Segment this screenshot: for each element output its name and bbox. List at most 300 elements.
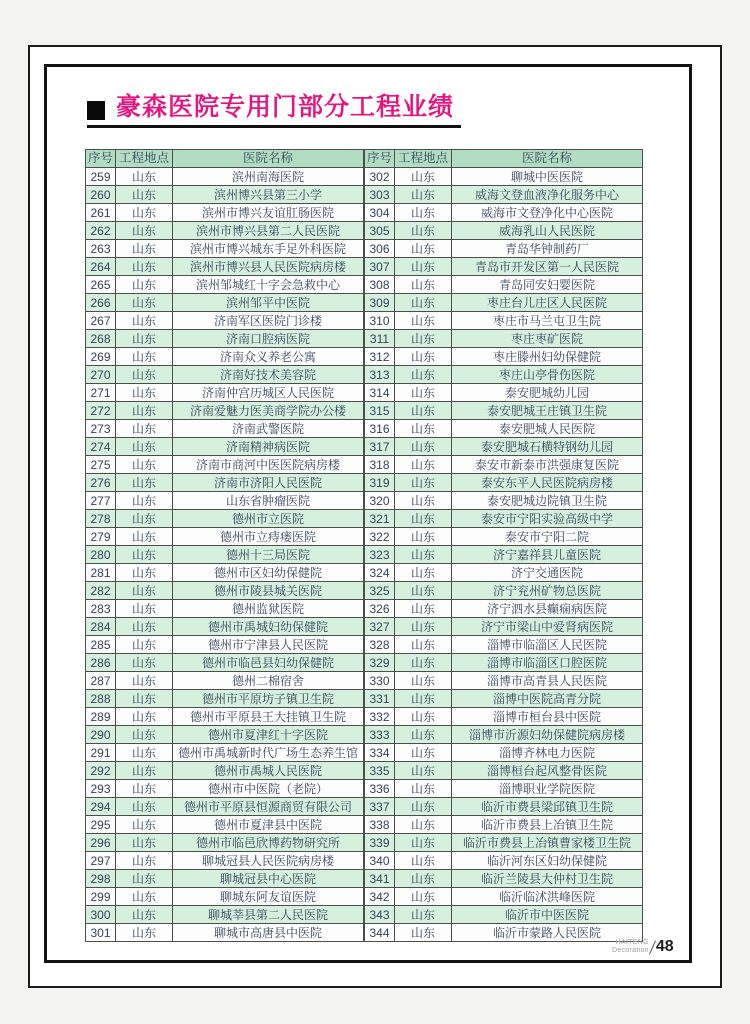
location-cell: 山东 <box>395 258 452 276</box>
location-cell: 山东 <box>395 870 452 888</box>
table-row <box>365 204 643 222</box>
serial-cell: 339 <box>365 834 395 852</box>
location-cell: 山东 <box>116 258 173 276</box>
location-cell: 山东 <box>395 330 452 348</box>
hospital-name-cell: 威海文登血液净化服务中心 <box>452 186 643 204</box>
header-location: 工程地点 <box>395 150 452 168</box>
serial-cell: 306 <box>365 240 395 258</box>
serial-cell: 281 <box>86 564 116 582</box>
location-cell: 山东 <box>395 420 452 438</box>
serial-cell: 304 <box>365 204 395 222</box>
location-cell: 山东 <box>116 726 173 744</box>
hospital-name-cell: 德州市平原坊子镇卫生院 <box>173 690 364 708</box>
hospital-name-cell: 淄博市临淄区口腔医院 <box>452 654 643 672</box>
serial-cell: 332 <box>365 708 395 726</box>
serial-cell: 297 <box>86 852 116 870</box>
table-row <box>86 708 364 726</box>
hospital-name-cell: 泰安肥城石横特钢幼儿园 <box>452 438 643 456</box>
table-row <box>86 222 364 240</box>
table-row <box>86 240 364 258</box>
serial-cell: 337 <box>365 798 395 816</box>
hospital-name-cell: 滨州邹平中医院 <box>173 294 364 312</box>
hospital-name-cell: 济宁泗水县癫痫病医院 <box>452 600 643 618</box>
location-cell: 山东 <box>395 564 452 582</box>
serial-cell: 331 <box>365 690 395 708</box>
location-cell: 山东 <box>116 348 173 366</box>
table-row <box>86 294 364 312</box>
serial-cell: 296 <box>86 834 116 852</box>
hospital-name-cell: 滨州邹城红十字会急救中心 <box>173 276 364 294</box>
table-row <box>365 636 643 654</box>
serial-cell: 325 <box>365 582 395 600</box>
table-row <box>365 294 643 312</box>
title-block <box>87 94 461 128</box>
hospital-name-cell: 青岛同安妇婴医院 <box>452 276 643 294</box>
project-table-right <box>364 149 643 942</box>
table-row <box>365 402 643 420</box>
location-cell: 山东 <box>395 672 452 690</box>
serial-cell: 284 <box>86 618 116 636</box>
serial-cell: 278 <box>86 510 116 528</box>
table-row <box>365 330 643 348</box>
serial-cell: 305 <box>365 222 395 240</box>
table-row <box>365 762 643 780</box>
table-row <box>365 222 643 240</box>
table-row <box>86 870 364 888</box>
location-cell: 山东 <box>395 276 452 294</box>
location-cell: 山东 <box>116 384 173 402</box>
hospital-name-cell: 泰安市新泰市洪强康复医院 <box>452 456 643 474</box>
hospital-name-cell: 聊城冠县中心医院 <box>173 870 364 888</box>
location-cell: 山东 <box>116 474 173 492</box>
brand-label <box>612 939 649 955</box>
hospital-name-cell: 临沂临沭洪峰医院 <box>452 888 643 906</box>
serial-cell: 273 <box>86 420 116 438</box>
serial-cell: 265 <box>86 276 116 294</box>
hospital-name-cell: 枣庄市马兰屯卫生院 <box>452 312 643 330</box>
table-row <box>365 690 643 708</box>
serial-cell: 267 <box>86 312 116 330</box>
table-row <box>86 906 364 924</box>
table-row <box>86 780 364 798</box>
table-row <box>365 366 643 384</box>
serial-cell: 316 <box>365 420 395 438</box>
table-row <box>86 546 364 564</box>
location-cell: 山东 <box>116 816 173 834</box>
hospital-name-cell: 济南口腔病医院 <box>173 330 364 348</box>
location-cell: 山东 <box>116 168 173 186</box>
location-cell: 山东 <box>116 690 173 708</box>
location-cell: 山东 <box>116 600 173 618</box>
location-cell: 山东 <box>116 636 173 654</box>
location-cell: 山东 <box>395 690 452 708</box>
location-cell: 山东 <box>395 240 452 258</box>
hospital-name-cell: 枣庄枣矿医院 <box>452 330 643 348</box>
serial-cell: 262 <box>86 222 116 240</box>
table-row <box>365 510 643 528</box>
location-cell: 山东 <box>116 204 173 222</box>
hospital-name-cell: 济宁市梁山中爱肾病医院 <box>452 618 643 636</box>
hospital-name-cell: 济南武警医院 <box>173 420 364 438</box>
table-row <box>365 816 643 834</box>
project-tables <box>85 149 643 942</box>
serial-cell: 280 <box>86 546 116 564</box>
table-row <box>365 582 643 600</box>
table-header-row <box>86 150 364 168</box>
table-row <box>86 564 364 582</box>
hospital-name-cell: 枣庄滕州妇幼保健院 <box>452 348 643 366</box>
serial-cell: 300 <box>86 906 116 924</box>
table-row <box>365 186 643 204</box>
serial-cell: 336 <box>365 780 395 798</box>
page-title: 豪森医院专用门部分工程业绩 <box>116 93 455 121</box>
table-row <box>365 834 643 852</box>
table-row <box>365 780 643 798</box>
hospital-name-cell: 德州市夏津红十字医院 <box>173 726 364 744</box>
table-row <box>86 186 364 204</box>
location-cell: 山东 <box>116 618 173 636</box>
table-row <box>86 438 364 456</box>
location-cell: 山东 <box>116 798 173 816</box>
table-row <box>86 690 364 708</box>
hospital-name-cell: 德州市宁津县人民医院 <box>173 636 364 654</box>
table-row <box>86 816 364 834</box>
location-cell: 山东 <box>116 762 173 780</box>
hospital-name-cell: 济宁兖州矿物总医院 <box>452 582 643 600</box>
table-body-right <box>365 168 643 942</box>
table-body-left <box>86 168 364 942</box>
hospital-name-cell: 德州市立医院 <box>173 510 364 528</box>
table-row <box>86 384 364 402</box>
hospital-name-cell: 济南市商河中医医院病房楼 <box>173 456 364 474</box>
hospital-name-cell: 枣庄台儿庄区人民医院 <box>452 294 643 312</box>
serial-cell: 270 <box>86 366 116 384</box>
table-row <box>86 312 364 330</box>
table-row <box>365 564 643 582</box>
table-row <box>365 456 643 474</box>
table-row <box>365 798 643 816</box>
table-row <box>365 870 643 888</box>
header-serial: 序号 <box>86 150 116 168</box>
hospital-name-cell: 泰安东平人民医院病房楼 <box>452 474 643 492</box>
brand-top: HAITENG <box>615 938 649 946</box>
hospital-name-cell: 临沂市蒙路人民医院 <box>452 924 643 942</box>
hospital-name-cell: 济南市济阳人民医院 <box>173 474 364 492</box>
hospital-name-cell: 滨州博兴县第三小学 <box>173 186 364 204</box>
hospital-name-cell: 德州市禹城新时代广场生态养生馆 <box>173 744 364 762</box>
table-row <box>86 276 364 294</box>
serial-cell: 292 <box>86 762 116 780</box>
serial-cell: 264 <box>86 258 116 276</box>
serial-cell: 315 <box>365 402 395 420</box>
hospital-name-cell: 泰安市宁阳二院 <box>452 528 643 546</box>
hospital-name-cell: 德州市陵县城关医院 <box>173 582 364 600</box>
location-cell: 山东 <box>116 186 173 204</box>
table-row <box>365 438 643 456</box>
hospital-name-cell: 临沂兰陵县大仲村卫生院 <box>452 870 643 888</box>
header-hospital-name: 医院名称 <box>452 150 643 168</box>
hospital-name-cell: 淄博市沂源妇幼保健院病房楼 <box>452 726 643 744</box>
location-cell: 山东 <box>116 330 173 348</box>
location-cell: 山东 <box>395 204 452 222</box>
serial-cell: 317 <box>365 438 395 456</box>
hospital-name-cell: 济南爱魅力医美商学院办公楼 <box>173 402 364 420</box>
serial-cell: 341 <box>365 870 395 888</box>
table-row <box>86 528 364 546</box>
serial-cell: 324 <box>365 564 395 582</box>
location-cell: 山东 <box>395 744 452 762</box>
hospital-name-cell: 枣庄山亭骨伤医院 <box>452 366 643 384</box>
hospital-name-cell: 聊城冠县人民医院病房楼 <box>173 852 364 870</box>
hospital-name-cell: 济南仲宫历城区人民医院 <box>173 384 364 402</box>
hospital-name-cell: 泰安肥城王庄镇卫生院 <box>452 402 643 420</box>
serial-cell: 302 <box>365 168 395 186</box>
table-row <box>86 726 364 744</box>
serial-cell: 274 <box>86 438 116 456</box>
serial-cell: 289 <box>86 708 116 726</box>
serial-cell: 323 <box>365 546 395 564</box>
hospital-name-cell: 青岛市开发区第一人民医院 <box>452 258 643 276</box>
serial-cell: 330 <box>365 672 395 690</box>
hospital-name-cell: 聊城市高唐县中医院 <box>173 924 364 942</box>
hospital-name-cell: 威海市文登净化中心医院 <box>452 204 643 222</box>
location-cell: 山东 <box>116 276 173 294</box>
page-footer <box>612 938 674 956</box>
serial-cell: 333 <box>365 726 395 744</box>
hospital-name-cell: 山东省肿瘤医院 <box>173 492 364 510</box>
hospital-name-cell: 青岛华钟制药厂 <box>452 240 643 258</box>
location-cell: 山东 <box>395 582 452 600</box>
location-cell: 山东 <box>116 834 173 852</box>
table-row <box>86 852 364 870</box>
table-row <box>86 420 364 438</box>
hospital-name-cell: 淄博齐林电力医院 <box>452 744 643 762</box>
location-cell: 山东 <box>395 762 452 780</box>
table-row <box>86 654 364 672</box>
table-row <box>365 744 643 762</box>
header-serial: 序号 <box>365 150 395 168</box>
location-cell: 山东 <box>116 240 173 258</box>
serial-cell: 329 <box>365 654 395 672</box>
location-cell: 山东 <box>395 474 452 492</box>
table-row <box>86 834 364 852</box>
serial-cell: 279 <box>86 528 116 546</box>
table-row <box>86 492 364 510</box>
table-row <box>86 636 364 654</box>
serial-cell: 271 <box>86 384 116 402</box>
serial-cell: 275 <box>86 456 116 474</box>
table-row <box>365 852 643 870</box>
table-row <box>365 672 643 690</box>
table-row <box>86 600 364 618</box>
table-row <box>86 888 364 906</box>
hospital-name-cell: 泰安肥城幼儿园 <box>452 384 643 402</box>
table-row <box>86 798 364 816</box>
table-header-row <box>365 150 643 168</box>
brand-bottom: Decoration <box>612 947 649 954</box>
table-row <box>86 366 364 384</box>
hospital-name-cell: 临沂市费县上冶镇曹家楼卫生院 <box>452 834 643 852</box>
serial-cell: 259 <box>86 168 116 186</box>
table-row <box>365 888 643 906</box>
location-cell: 山东 <box>116 456 173 474</box>
location-cell: 山东 <box>395 492 452 510</box>
serial-cell: 268 <box>86 330 116 348</box>
location-cell: 山东 <box>116 924 173 942</box>
serial-cell: 322 <box>365 528 395 546</box>
location-cell: 山东 <box>116 402 173 420</box>
serial-cell: 286 <box>86 654 116 672</box>
table-row <box>365 528 643 546</box>
location-cell: 山东 <box>395 834 452 852</box>
serial-cell: 310 <box>365 312 395 330</box>
serial-cell: 285 <box>86 636 116 654</box>
serial-cell: 261 <box>86 204 116 222</box>
location-cell: 山东 <box>395 366 452 384</box>
hospital-name-cell: 滨州市博兴县第二人民医院 <box>173 222 364 240</box>
serial-cell: 277 <box>86 492 116 510</box>
serial-cell: 291 <box>86 744 116 762</box>
hospital-name-cell: 德州市立痔瘘医院 <box>173 528 364 546</box>
table-row <box>86 744 364 762</box>
table-row <box>86 582 364 600</box>
location-cell: 山东 <box>395 780 452 798</box>
serial-cell: 294 <box>86 798 116 816</box>
hospital-name-cell: 聊城莘县第二人民医院 <box>173 906 364 924</box>
location-cell: 山东 <box>116 366 173 384</box>
table-row <box>365 240 643 258</box>
serial-cell: 290 <box>86 726 116 744</box>
serial-cell: 311 <box>365 330 395 348</box>
hospital-name-cell: 淄博职业学院医院 <box>452 780 643 798</box>
serial-cell: 321 <box>365 510 395 528</box>
table-row <box>365 168 643 186</box>
location-cell: 山东 <box>395 402 452 420</box>
location-cell: 山东 <box>395 816 452 834</box>
location-cell: 山东 <box>395 348 452 366</box>
serial-cell: 340 <box>365 852 395 870</box>
location-cell: 山东 <box>116 870 173 888</box>
location-cell: 山东 <box>116 672 173 690</box>
hospital-name-cell: 德州二棉宿舍 <box>173 672 364 690</box>
location-cell: 山东 <box>395 294 452 312</box>
hospital-name-cell: 德州市夏津县中医院 <box>173 816 364 834</box>
location-cell: 山东 <box>116 654 173 672</box>
serial-cell: 342 <box>365 888 395 906</box>
location-cell: 山东 <box>395 924 452 942</box>
hospital-name-cell: 滨州南海医院 <box>173 168 364 186</box>
table-row <box>365 276 643 294</box>
serial-cell: 272 <box>86 402 116 420</box>
hospital-name-cell: 德州市平原县王大挂镇卫生院 <box>173 708 364 726</box>
hospital-name-cell: 济南精神病医院 <box>173 438 364 456</box>
location-cell: 山东 <box>116 492 173 510</box>
location-cell: 山东 <box>116 744 173 762</box>
table-row <box>365 726 643 744</box>
hospital-name-cell: 临沂市费县梁邱镇卫生院 <box>452 798 643 816</box>
serial-cell: 266 <box>86 294 116 312</box>
table-row <box>365 906 643 924</box>
hospital-name-cell: 泰安肥城边院镇卫生院 <box>452 492 643 510</box>
hospital-name-cell: 淄博中医院高青分院 <box>452 690 643 708</box>
location-cell: 山东 <box>395 528 452 546</box>
serial-cell: 299 <box>86 888 116 906</box>
table-row <box>86 924 364 942</box>
table-row <box>86 258 364 276</box>
table-row <box>86 348 364 366</box>
page-number: 48 <box>655 938 674 955</box>
header-location: 工程地点 <box>116 150 173 168</box>
location-cell: 山东 <box>395 438 452 456</box>
serial-cell: 295 <box>86 816 116 834</box>
serial-cell: 276 <box>86 474 116 492</box>
serial-cell: 312 <box>365 348 395 366</box>
hospital-name-cell: 德州市禹城妇幼保健院 <box>173 618 364 636</box>
hospital-name-cell: 滨州市博兴城东手足外科医院 <box>173 240 364 258</box>
hospital-name-cell: 聊城中医医院 <box>452 168 643 186</box>
location-cell: 山东 <box>395 636 452 654</box>
hospital-name-cell: 滨州市博兴县人民医院病房楼 <box>173 258 364 276</box>
location-cell: 山东 <box>116 906 173 924</box>
table-row <box>365 654 643 672</box>
location-cell: 山东 <box>395 888 452 906</box>
serial-cell: 282 <box>86 582 116 600</box>
serial-cell: 335 <box>365 762 395 780</box>
serial-cell: 301 <box>86 924 116 942</box>
table-row <box>86 456 364 474</box>
hospital-name-cell: 德州市平原县恒源商贸有限公司 <box>173 798 364 816</box>
hospital-name-cell: 济南军区医院门诊楼 <box>173 312 364 330</box>
hospital-name-cell: 淄博市高青县人民医院 <box>452 672 643 690</box>
location-cell: 山东 <box>116 564 173 582</box>
header-hospital-name: 医院名称 <box>173 150 364 168</box>
location-cell: 山东 <box>395 618 452 636</box>
hospital-name-cell: 德州市区妇幼保健院 <box>173 564 364 582</box>
location-cell: 山东 <box>116 438 173 456</box>
brand-slash-icon <box>649 940 656 954</box>
location-cell: 山东 <box>395 510 452 528</box>
table-row <box>86 168 364 186</box>
title-bullet-square-icon <box>87 101 105 120</box>
location-cell: 山东 <box>395 654 452 672</box>
hospital-name-cell: 济宁交通医院 <box>452 564 643 582</box>
hospital-name-cell: 济宁嘉祥县儿童医院 <box>452 546 643 564</box>
table-row <box>365 492 643 510</box>
table-row <box>86 672 364 690</box>
serial-cell: 319 <box>365 474 395 492</box>
table-row <box>365 546 643 564</box>
location-cell: 山东 <box>395 312 452 330</box>
location-cell: 山东 <box>395 708 452 726</box>
table-row <box>86 330 364 348</box>
hospital-name-cell: 淄博市桓台县中医院 <box>452 708 643 726</box>
serial-cell: 313 <box>365 366 395 384</box>
serial-cell: 288 <box>86 690 116 708</box>
location-cell: 山东 <box>395 222 452 240</box>
location-cell: 山东 <box>116 780 173 798</box>
table-row <box>86 762 364 780</box>
table-row <box>365 312 643 330</box>
serial-cell: 287 <box>86 672 116 690</box>
location-cell: 山东 <box>395 906 452 924</box>
hospital-name-cell: 德州市禹城人民医院 <box>173 762 364 780</box>
hospital-name-cell: 临沂市中医医院 <box>452 906 643 924</box>
table-row <box>365 420 643 438</box>
serial-cell: 309 <box>365 294 395 312</box>
serial-cell: 260 <box>86 186 116 204</box>
location-cell: 山东 <box>116 708 173 726</box>
hospital-name-cell: 临沂市费县上冶镇卫生院 <box>452 816 643 834</box>
